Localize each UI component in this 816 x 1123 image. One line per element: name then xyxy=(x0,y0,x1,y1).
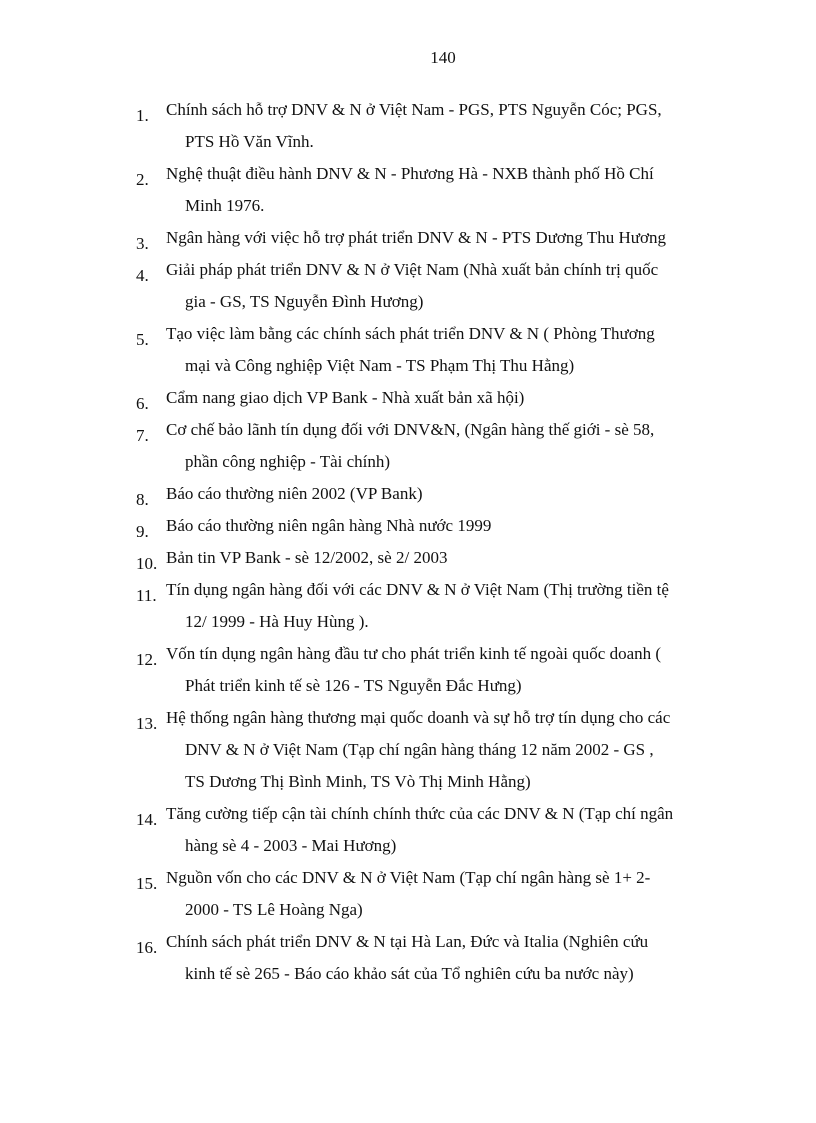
reference-text xyxy=(166,798,742,862)
reference-line: Bản tin VP Bank - sè 12/2002, sè 2/ 2003 xyxy=(166,548,448,567)
reference-text xyxy=(166,862,742,926)
reference-line: TS Dương Thị Bình Minh, TS Vò Thị Minh Hằng) xyxy=(185,772,531,791)
reference-item xyxy=(132,254,742,318)
reference-line: Giải pháp phát triển DNV & N ở Việt Nam (Nhà xuất bản chính trị quốc xyxy=(166,260,659,279)
reference-text xyxy=(166,158,742,222)
reference-line: mại và Công nghiệp Việt Nam - TS Phạm Thị Thu Hằng) xyxy=(185,356,575,375)
reference-item xyxy=(132,510,742,542)
reference-text xyxy=(166,702,742,798)
reference-number: 8. xyxy=(136,490,149,509)
reference-text xyxy=(166,94,742,158)
reference-line: kinh tế sè 265 - Báo cáo khảo sát của Tổ nghiên cứu ba nước này) xyxy=(185,964,634,983)
reference-text xyxy=(166,542,742,574)
reference-item xyxy=(132,702,742,798)
reference-line: Phát triển kinh tế sè 126 - TS Nguyễn Đắc Hưng) xyxy=(185,676,522,695)
reference-number: 7. xyxy=(136,426,149,445)
reference-line: Ngân hàng với việc hỗ trợ phát triển DNV & N - PTS Dương Thu Hương xyxy=(166,228,666,247)
reference-number: 16. xyxy=(136,938,158,957)
reference-line: Tín dụng ngân hàng đối với các DNV & N ở Việt Nam (Thị trường tiền tệ xyxy=(166,580,669,599)
reference-item xyxy=(132,414,742,478)
reference-line: Vốn tín dụng ngân hàng đầu tư cho phát triển kinh tế ngoài quốc doanh ( xyxy=(166,644,662,663)
reference-item xyxy=(132,862,742,926)
reference-text xyxy=(166,926,742,990)
reference-item xyxy=(132,542,742,574)
reference-line: Báo cáo thường niên ngân hàng Nhà nước 1999 xyxy=(166,516,492,535)
reference-item xyxy=(132,926,742,990)
reference-number: 3. xyxy=(136,234,149,253)
reference-line: PTS Hồ Văn Vĩnh. xyxy=(185,132,314,151)
reference-line: Tăng cường tiếp cận tài chính chính thức của các DNV & N (Tạp chí ngân xyxy=(166,804,674,823)
reference-item xyxy=(132,638,742,702)
reference-item xyxy=(132,478,742,510)
reference-item xyxy=(132,222,742,254)
reference-line: Nghệ thuật điều hành DNV & N - Phương Hà - NXB thành phố Hồ Chí xyxy=(166,164,654,183)
reference-text xyxy=(166,382,742,414)
reference-line: Cẩm nang giao dịch VP Bank - Nhà xuất bản xã hội) xyxy=(166,388,525,407)
reference-line: Chính sách phát triển DNV & N tại Hà Lan, Đức và Italia (Nghiên cứu xyxy=(166,932,649,951)
reference-number: 2. xyxy=(136,170,149,189)
reference-item xyxy=(132,574,742,638)
reference-item xyxy=(132,382,742,414)
reference-text xyxy=(166,414,742,478)
reference-number: 13. xyxy=(136,714,158,733)
reference-line: DNV & N ở Việt Nam (Tạp chí ngân hàng tháng 12 năm 2002 - GS , xyxy=(185,740,654,759)
reference-number: 9. xyxy=(136,522,149,541)
reference-number: 12. xyxy=(136,650,158,669)
reference-line: 12/ 1999 - Hà Huy Hùng ). xyxy=(185,612,369,631)
reference-text xyxy=(166,510,742,542)
reference-item xyxy=(132,94,742,158)
reference-text xyxy=(166,318,742,382)
reference-item xyxy=(132,798,742,862)
reference-item xyxy=(132,318,742,382)
reference-line: phần công nghiệp - Tài chính) xyxy=(185,452,391,471)
reference-line: 2000 - TS Lê Hoàng Nga) xyxy=(185,900,363,919)
reference-text xyxy=(166,638,742,702)
reference-number: 1. xyxy=(136,106,149,125)
reference-line: Báo cáo thường niên 2002 (VP Bank) xyxy=(166,484,423,503)
reference-line: Chính sách hỗ trợ DNV & N ở Việt Nam - PGS, PTS Nguyễn Cóc; PGS, xyxy=(166,100,662,119)
reference-number: 14. xyxy=(136,810,158,829)
reference-line: Hệ thống ngân hàng thương mại quốc doanh và sự hỗ trợ tín dụng cho các xyxy=(166,708,671,727)
reference-line: Tạo việc làm bằng các chính sách phát triển DNV & N ( Phòng Thương xyxy=(166,324,655,343)
reference-number: 4. xyxy=(136,266,149,285)
reference-line: Nguồn vốn cho các DNV & N ở Việt Nam (Tạp chí ngân hàng sè 1+ 2- xyxy=(166,868,651,887)
reference-item xyxy=(132,158,742,222)
reference-number: 5. xyxy=(136,330,149,349)
reference-line: Minh 1976. xyxy=(185,196,265,215)
reference-number: 15. xyxy=(136,874,158,893)
reference-text xyxy=(166,478,742,510)
reference-number: 10. xyxy=(136,554,158,573)
reference-list xyxy=(132,94,742,990)
reference-text xyxy=(166,222,742,254)
reference-text xyxy=(166,254,742,318)
reference-number: 11. xyxy=(136,586,157,605)
reference-line: hàng sè 4 - 2003 - Mai Hương) xyxy=(185,836,397,855)
reference-line: gia - GS, TS Nguyễn Đình Hương) xyxy=(185,292,424,311)
reference-line: Cơ chế bảo lãnh tín dụng đối với DNV&N, (Ngân hàng thế giới - sè 58, xyxy=(166,420,655,439)
page-number: 140 xyxy=(430,48,456,67)
reference-text xyxy=(166,574,742,638)
reference-number: 6. xyxy=(136,394,149,413)
